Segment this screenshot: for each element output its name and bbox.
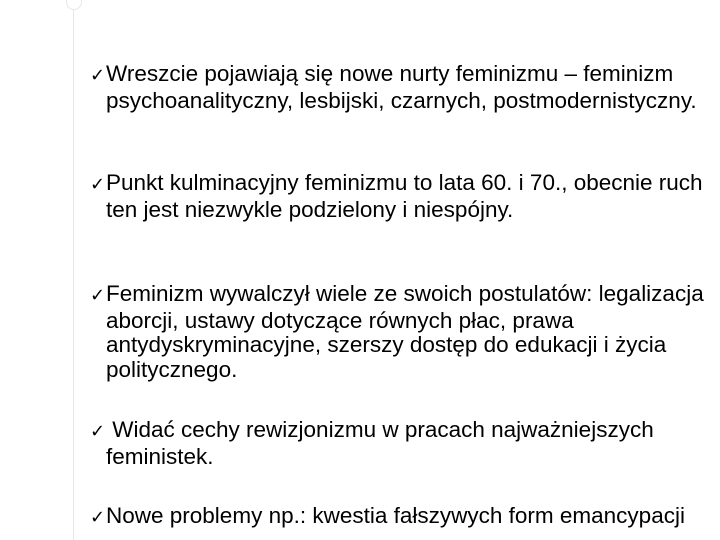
bullet-text: Feminizm wywalczył wiele ze swoich postulatów: legalizacja aborcji, ustawy dotyczące równych płac, prawa antydyskryminacyjne, szerszy dostęp do edukacji i życia politycznego. (106, 281, 704, 382)
decorative-circle (66, 0, 82, 10)
bullet-item (90, 418, 720, 469)
decorative-vertical-line (73, 0, 74, 540)
bullet-text: Punkt kulminacyjny feminizmu to lata 60. i 70., obecnie ruch ten jest niezwykle podzielony i niespójny. (106, 170, 703, 222)
bullet-item (90, 62, 720, 113)
checkmark-icon: ✓ (90, 65, 106, 86)
bullet-text: Nowe problemy np.: kwestia fałszywych form emancypacji (106, 503, 685, 528)
checkmark-icon: ✓ (90, 285, 106, 306)
checkmark-icon: ✓ (90, 174, 106, 195)
checkmark-icon: ✓ (90, 421, 106, 442)
bullet-text: Wreszcie pojawiają się nowe nurty feminizmu – feminizm psychoanalityczny, lesbijski, czarnych, postmodernistyczny. (106, 61, 697, 113)
checkmark-icon: ✓ (90, 507, 106, 528)
bullet-text: Widać cechy rewizjonizmu w pracach najważniejszych feministek. (106, 417, 654, 469)
bullet-item (90, 282, 720, 382)
bullet-item (90, 171, 720, 222)
bullet-item (90, 504, 720, 531)
